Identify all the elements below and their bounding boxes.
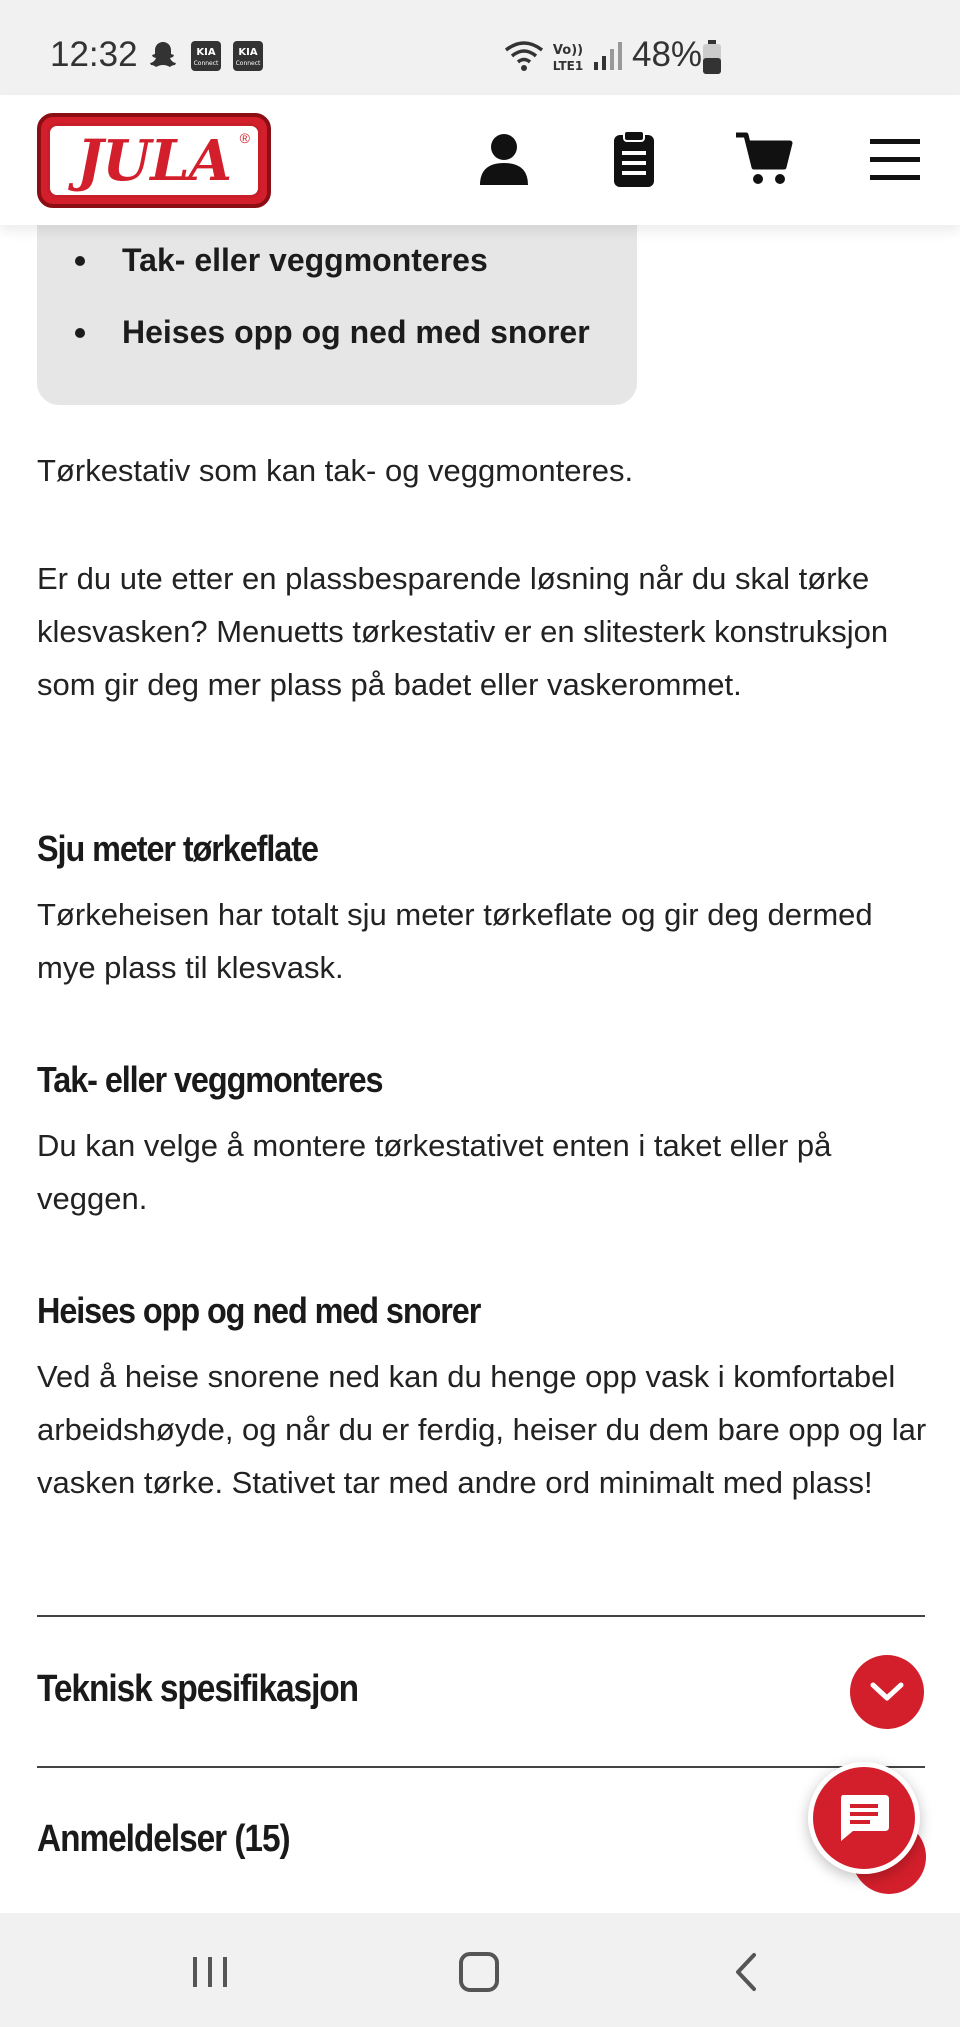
cart-icon[interactable] — [732, 127, 796, 191]
description-intro: Tørkestativ som kan tak- og veggmonteres. — [37, 453, 634, 488]
svg-text:LTE1: LTE1 — [552, 59, 584, 73]
chat-button[interactable] — [808, 1762, 920, 1874]
clipboard-icon[interactable] — [602, 127, 666, 191]
user-icon[interactable] — [472, 127, 536, 191]
feature-heading: Tak- eller veggmonteres — [37, 1059, 383, 1100]
battery-icon — [702, 40, 722, 74]
accordion-reviews-title[interactable]: Anmeldelser (15) — [37, 1818, 290, 1860]
svg-text:KIA: KIA — [238, 47, 258, 58]
site-header — [0, 95, 960, 225]
feature-heading: Heises opp og ned med snorer — [37, 1290, 481, 1331]
feature-summary-box — [37, 200, 637, 405]
chat-icon — [837, 1793, 891, 1843]
system-nav-bar — [0, 1913, 960, 2027]
feature-bullet: Tak- eller veggmonteres — [37, 240, 637, 312]
description-body: Er du ute etter en plassbesparende løsning når du skal tørke klesvasken? Menuetts tørkestativ er en slitesterk konstruksjon som gir deg mer plass på badet eller vaskerommet. — [37, 561, 889, 702]
jula-logo[interactable]: JULA ® — [37, 113, 271, 208]
divider — [37, 1615, 925, 1617]
expand-spec-button[interactable] — [850, 1655, 924, 1729]
wifi-icon — [504, 40, 544, 72]
menu-icon[interactable] — [864, 127, 928, 191]
chevron-down-icon — [869, 1681, 905, 1703]
volte-icon — [550, 40, 586, 74]
battery-percentage: 48% — [632, 35, 703, 74]
svg-text:Vo)): Vo)) — [552, 43, 584, 58]
accordion-spec-title[interactable]: Teknisk spesifikasjon — [37, 1668, 359, 1710]
home-icon[interactable] — [454, 1949, 504, 1995]
logo-text: JULA — [76, 127, 232, 194]
feature-bullet-list — [37, 200, 637, 384]
snapchat-icon — [148, 40, 178, 70]
status-bar — [0, 0, 960, 95]
svg-text:Connect: Connect — [193, 60, 219, 67]
feature-text: Tørkeheisen har totalt sju meter tørkeflate og gir deg dermed mye plass til klesvask. — [37, 897, 873, 985]
status-time: 12:32 — [50, 35, 138, 74]
feature-text: Ved å heise snorene ned kan du henge opp vask i komfortabel arbeidshøyde, og når du er ferdig, heiser du dem bare opp og lar vasken tørke. Stativet tar med andre ord minimalt med plass! — [37, 1359, 927, 1500]
feature-heading: Sju meter tørkeflate — [37, 828, 318, 869]
feature-bullet: Heises opp og ned med snorer — [37, 312, 637, 384]
svg-text:KIA: KIA — [196, 47, 216, 58]
kia-connect-icon — [190, 40, 222, 72]
feature-text: Du kan velge å montere tørkestativet enten i taket eller på veggen. — [37, 1128, 832, 1216]
svg-text:Connect: Connect — [235, 60, 261, 67]
divider — [37, 1766, 925, 1768]
signal-icon — [592, 42, 622, 70]
back-icon[interactable] — [722, 1949, 772, 1995]
kia-connect-icon — [232, 40, 264, 72]
recent-apps-icon[interactable] — [185, 1949, 235, 1995]
